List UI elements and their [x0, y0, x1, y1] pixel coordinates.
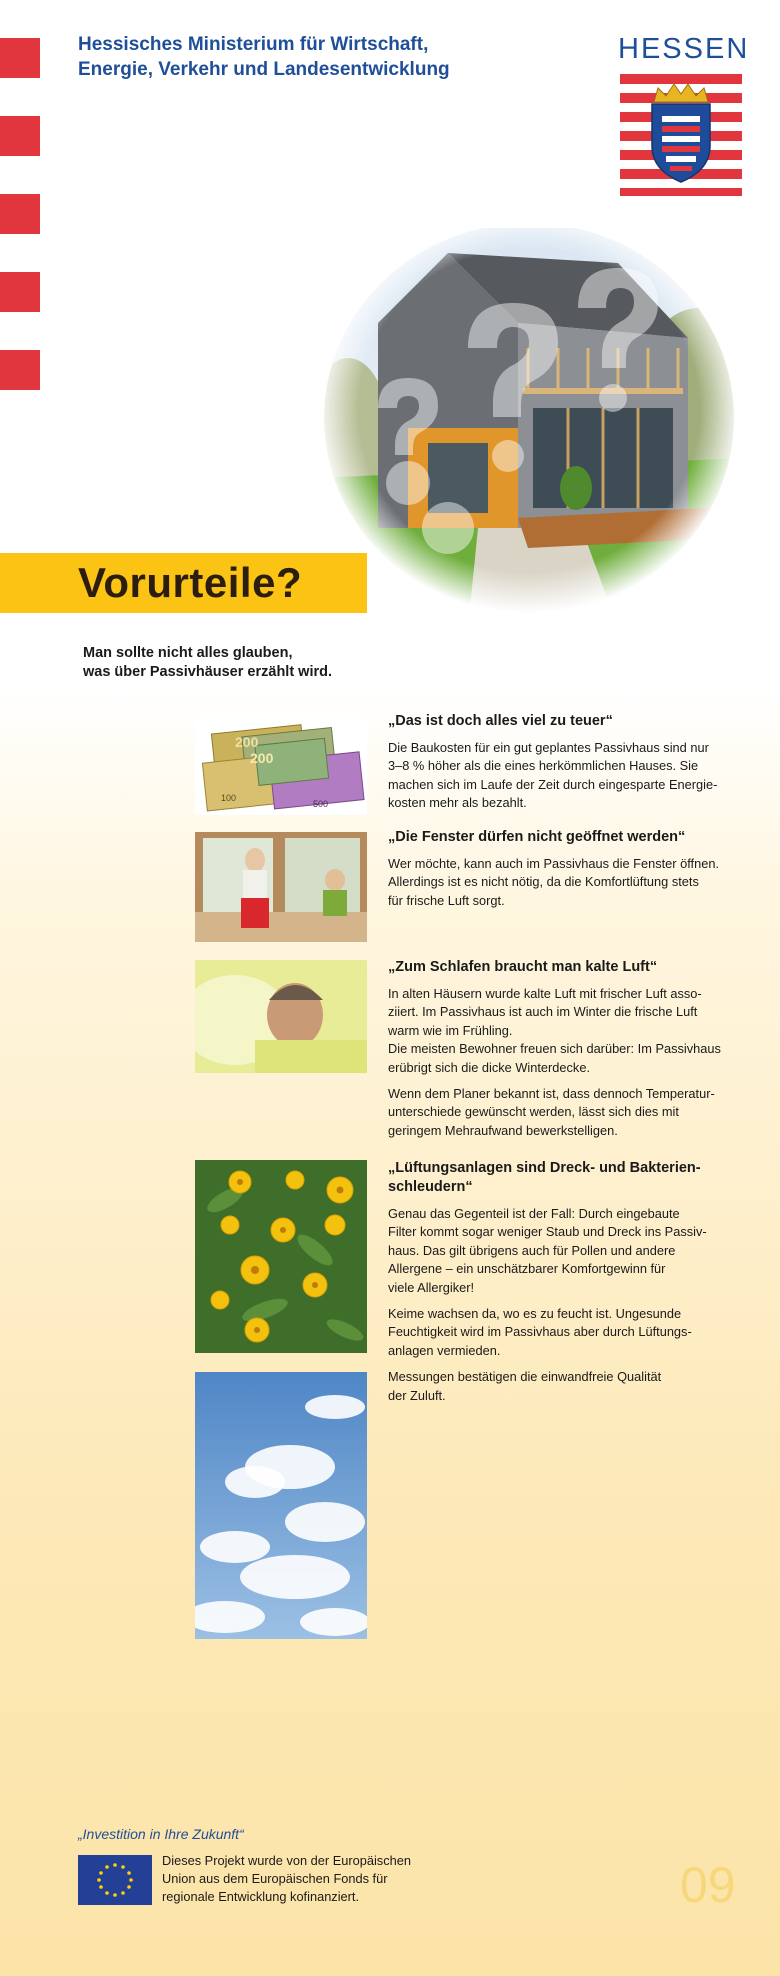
- eu-note-line: regionale Entwicklung kofinanziert.: [162, 1889, 360, 1904]
- section-heading: „Die Fenster dürfen nicht geöffnet werden“: [388, 829, 686, 845]
- blue-sky-clouds-photo: [195, 1372, 367, 1639]
- page-title: Vorurteile?: [78, 559, 303, 606]
- section-paragraph: Keime wachsen da, wo es zu feucht ist. Ungesunde Feuchtigkeit wird im Passivhaus aber durch Lüftungs- anlagen vermieden.: [388, 1306, 692, 1358]
- intro-line-1: Man sollte nicht alles glauben,: [83, 645, 293, 661]
- section-paragraph: Wer möchte, kann auch im Passivhaus die Fenster öffnen. Allerdings ist es nicht nötig, da die Komfortlüftung stets für frische Luft sorgt.: [388, 856, 719, 908]
- section-paragraph: Wenn dem Planer bekannt ist, dass dennoch Temperatur- unterschiede gewünscht werden, lässt sich dies mit geringem Mehraufwand bewerkstelligen.: [388, 1086, 715, 1138]
- decorative-red-tab: [0, 116, 40, 156]
- eu-funding-note: [162, 1852, 462, 1906]
- section-paragraph: Genau das Gegenteil ist der Fall: Durch eingebaute Filter kommt sogar weniger Staub und Dreck ins Passiv- haus. Das gilt übrigens auch für Pollen und andere Allergene – ein unschätzbarer Komfortgewinn für viele Allergiker!: [388, 1206, 707, 1295]
- section-sleeping: [388, 958, 748, 1148]
- ministry-line-1: Hessisches Ministerium für Wirtschaft,: [78, 34, 429, 55]
- banknote-label: 200: [250, 750, 274, 766]
- page-number: 09: [680, 1857, 736, 1913]
- eu-flag-logo: [78, 1855, 152, 1905]
- passive-house-photo: [318, 228, 740, 628]
- eu-note-line: Union aus dem Europäischen Fonds für: [162, 1871, 388, 1886]
- intro-line-2: was über Passivhäuser erzählt wird.: [83, 664, 333, 680]
- hessen-coat-of-arms-logo: [620, 74, 742, 196]
- section-cost: [388, 712, 748, 821]
- banknote-label: 100: [221, 793, 237, 803]
- section-paragraph: In alten Häusern wurde kalte Luft mit frischer Luft asso- ziiert. Im Passivhaus ist auch im Winter die frische Luft warm wie im Frühling. Die meisten Bewohner freuen sich darüber: Im Passivhaus erübrigt sich die dicke Winterdecke.: [388, 986, 721, 1075]
- section-paragraph: Messungen bestätigen die einwandfreie Qualität der Zuluft.: [388, 1369, 662, 1403]
- section-heading: „Lüftungsanlagen sind Dreck- und Bakterien- schleudern“: [388, 1160, 701, 1195]
- decorative-red-tab: [0, 272, 40, 312]
- section-heading: „Zum Schlafen braucht man kalte Luft“: [388, 959, 658, 975]
- banknote-label: 500: [313, 799, 329, 809]
- section-windows: [388, 828, 748, 918]
- euro-banknotes-image: [195, 715, 367, 815]
- investment-slogan: „Investition in Ihre Zukunft“: [78, 1826, 244, 1842]
- banknote-label: 200: [235, 734, 259, 750]
- intro-text: [83, 644, 423, 682]
- decorative-red-tab: [0, 350, 40, 390]
- ministry-name: [78, 32, 518, 82]
- eu-note-line: Dieses Projekt wurde von der Europäischen: [162, 1853, 411, 1868]
- section-heading: „Das ist doch alles viel zu teuer“: [388, 713, 613, 729]
- sleeping-man-photo: [195, 960, 367, 1073]
- yellow-flowers-photo: [195, 1160, 367, 1353]
- ministry-line-2: Energie, Verkehr und Landesentwicklung: [78, 59, 450, 80]
- decorative-red-tab: [0, 194, 40, 234]
- decorative-red-tab: [0, 38, 40, 78]
- hessen-wordmark: HESSEN: [618, 33, 750, 65]
- children-at-window-photo: [195, 832, 367, 942]
- section-paragraph: Die Baukosten für ein gut geplantes Passivhaus sind nur 3–8 % höher als die eines herkömmlichen Hauses. Sie machen sich im Laufe der Zeit durch eingesparte Energie- kosten mehr als bezahlt.: [388, 740, 718, 811]
- section-ventilation: [388, 1159, 748, 1413]
